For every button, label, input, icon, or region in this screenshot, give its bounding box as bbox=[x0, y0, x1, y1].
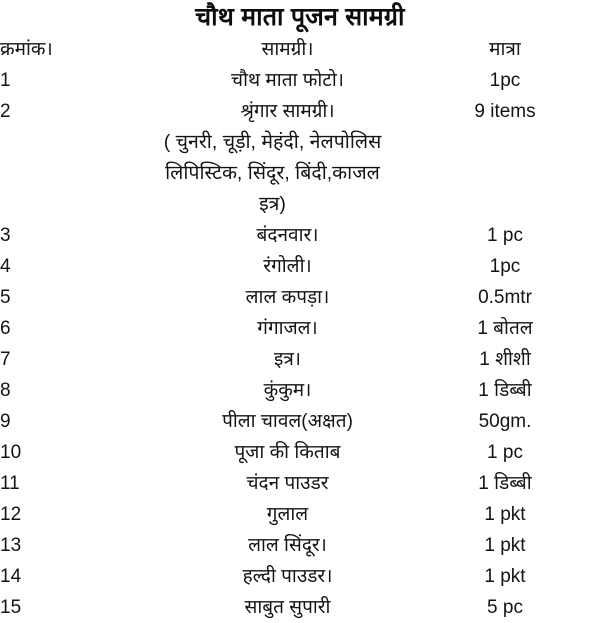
cell-item: हल्दी पाउडर। bbox=[242, 566, 333, 587]
sublist-line-3: इत्र) bbox=[259, 193, 286, 215]
cell-quantity: 1pc bbox=[489, 70, 521, 91]
cell-quantity: 1 pkt bbox=[484, 504, 526, 525]
table-row bbox=[0, 561, 600, 592]
cell-quantity: 1 pc bbox=[487, 225, 523, 246]
table-row bbox=[0, 468, 600, 499]
cell-serial: 5 bbox=[0, 287, 11, 308]
sublist-row-line2 bbox=[0, 158, 600, 189]
cell-serial: 9 bbox=[0, 411, 11, 432]
cell-serial: 13 bbox=[0, 535, 22, 556]
cell-serial: 3 bbox=[0, 225, 11, 246]
cell-serial: 10 bbox=[0, 442, 22, 463]
cell-serial: 8 bbox=[0, 380, 11, 401]
cell-item: श्रृंगार सामग्री। bbox=[240, 101, 335, 122]
table-row bbox=[0, 375, 600, 406]
materials-table bbox=[0, 34, 600, 623]
cell-quantity: 1 pkt bbox=[484, 566, 526, 587]
cell-quantity: 1 pc bbox=[487, 442, 523, 463]
cell-serial: 11 bbox=[0, 473, 20, 494]
cell-quantity: 0.5mtr bbox=[478, 287, 532, 308]
table-row bbox=[0, 96, 600, 127]
cell-quantity: 1 बोतल bbox=[477, 318, 533, 339]
cell-quantity: 5 pc bbox=[487, 597, 523, 618]
cell-quantity: 1pc bbox=[489, 256, 521, 277]
cell-item: गुलाल bbox=[266, 504, 309, 525]
sublist-line-2: लिपिस्टिक, सिंदूर, बिंदी,काजल bbox=[165, 162, 380, 184]
cell-item: लाल सिंदूर। bbox=[248, 535, 327, 556]
cell-item: रंगोली। bbox=[263, 256, 312, 277]
cell-item: चंदन पाउडर bbox=[246, 473, 329, 494]
table-row bbox=[0, 530, 600, 561]
cell-quantity: 9 items bbox=[474, 101, 536, 122]
table-row bbox=[0, 220, 600, 251]
cell-quantity: 1 pkt bbox=[484, 535, 526, 556]
cell-serial: 1 bbox=[0, 70, 11, 91]
column-header-quantity: मात्रा bbox=[489, 39, 521, 60]
cell-item: पूजा की किताब bbox=[234, 442, 341, 463]
table-row bbox=[0, 65, 600, 96]
cell-quantity: 1 डिब्बी bbox=[478, 473, 532, 494]
cell-serial: 12 bbox=[0, 504, 22, 525]
cell-serial: 4 bbox=[0, 256, 11, 277]
cell-serial: 15 bbox=[0, 597, 22, 618]
cell-item: गंगाजल। bbox=[257, 318, 318, 339]
table-row bbox=[0, 499, 600, 530]
sublist-row-line1 bbox=[0, 127, 600, 158]
cell-item: कुंकुम। bbox=[263, 380, 312, 401]
cell-serial: 7 bbox=[0, 349, 11, 370]
column-header-item: सामग्री। bbox=[261, 39, 314, 60]
table-header-row bbox=[0, 34, 600, 65]
table-row bbox=[0, 437, 600, 468]
table-row bbox=[0, 344, 600, 375]
table-row bbox=[0, 592, 600, 623]
cell-item: लाल कपड़ा। bbox=[245, 287, 330, 308]
cell-item: पीला चावल(अक्षत) bbox=[222, 411, 353, 432]
cell-item: बंदनवार। bbox=[256, 225, 319, 246]
cell-quantity: 1 डिब्बी bbox=[478, 380, 532, 401]
cell-quantity: 50gm. bbox=[478, 411, 532, 432]
cell-serial: 2 bbox=[0, 101, 11, 122]
cell-item: चौथ माता फोटो। bbox=[231, 70, 344, 91]
sublist-line-1: ( चुनरी, चूड़ी, मेहंदी, नेलपोलिस bbox=[163, 131, 382, 153]
column-header-serial: क्रमांक। bbox=[0, 39, 53, 60]
sublist-row-line3 bbox=[0, 189, 600, 220]
table-row bbox=[0, 313, 600, 344]
cell-serial: 14 bbox=[0, 566, 22, 587]
cell-item: इत्र। bbox=[273, 349, 302, 370]
table-row bbox=[0, 282, 600, 313]
cell-item: साबुत सुपारी bbox=[244, 597, 331, 618]
table-row bbox=[0, 251, 600, 282]
page-title: चौथ माता पूजन सामग्री bbox=[195, 3, 405, 31]
cell-serial: 6 bbox=[0, 318, 11, 339]
table-row bbox=[0, 406, 600, 437]
table-body bbox=[0, 65, 600, 623]
cell-quantity: 1 शीशी bbox=[479, 349, 531, 370]
